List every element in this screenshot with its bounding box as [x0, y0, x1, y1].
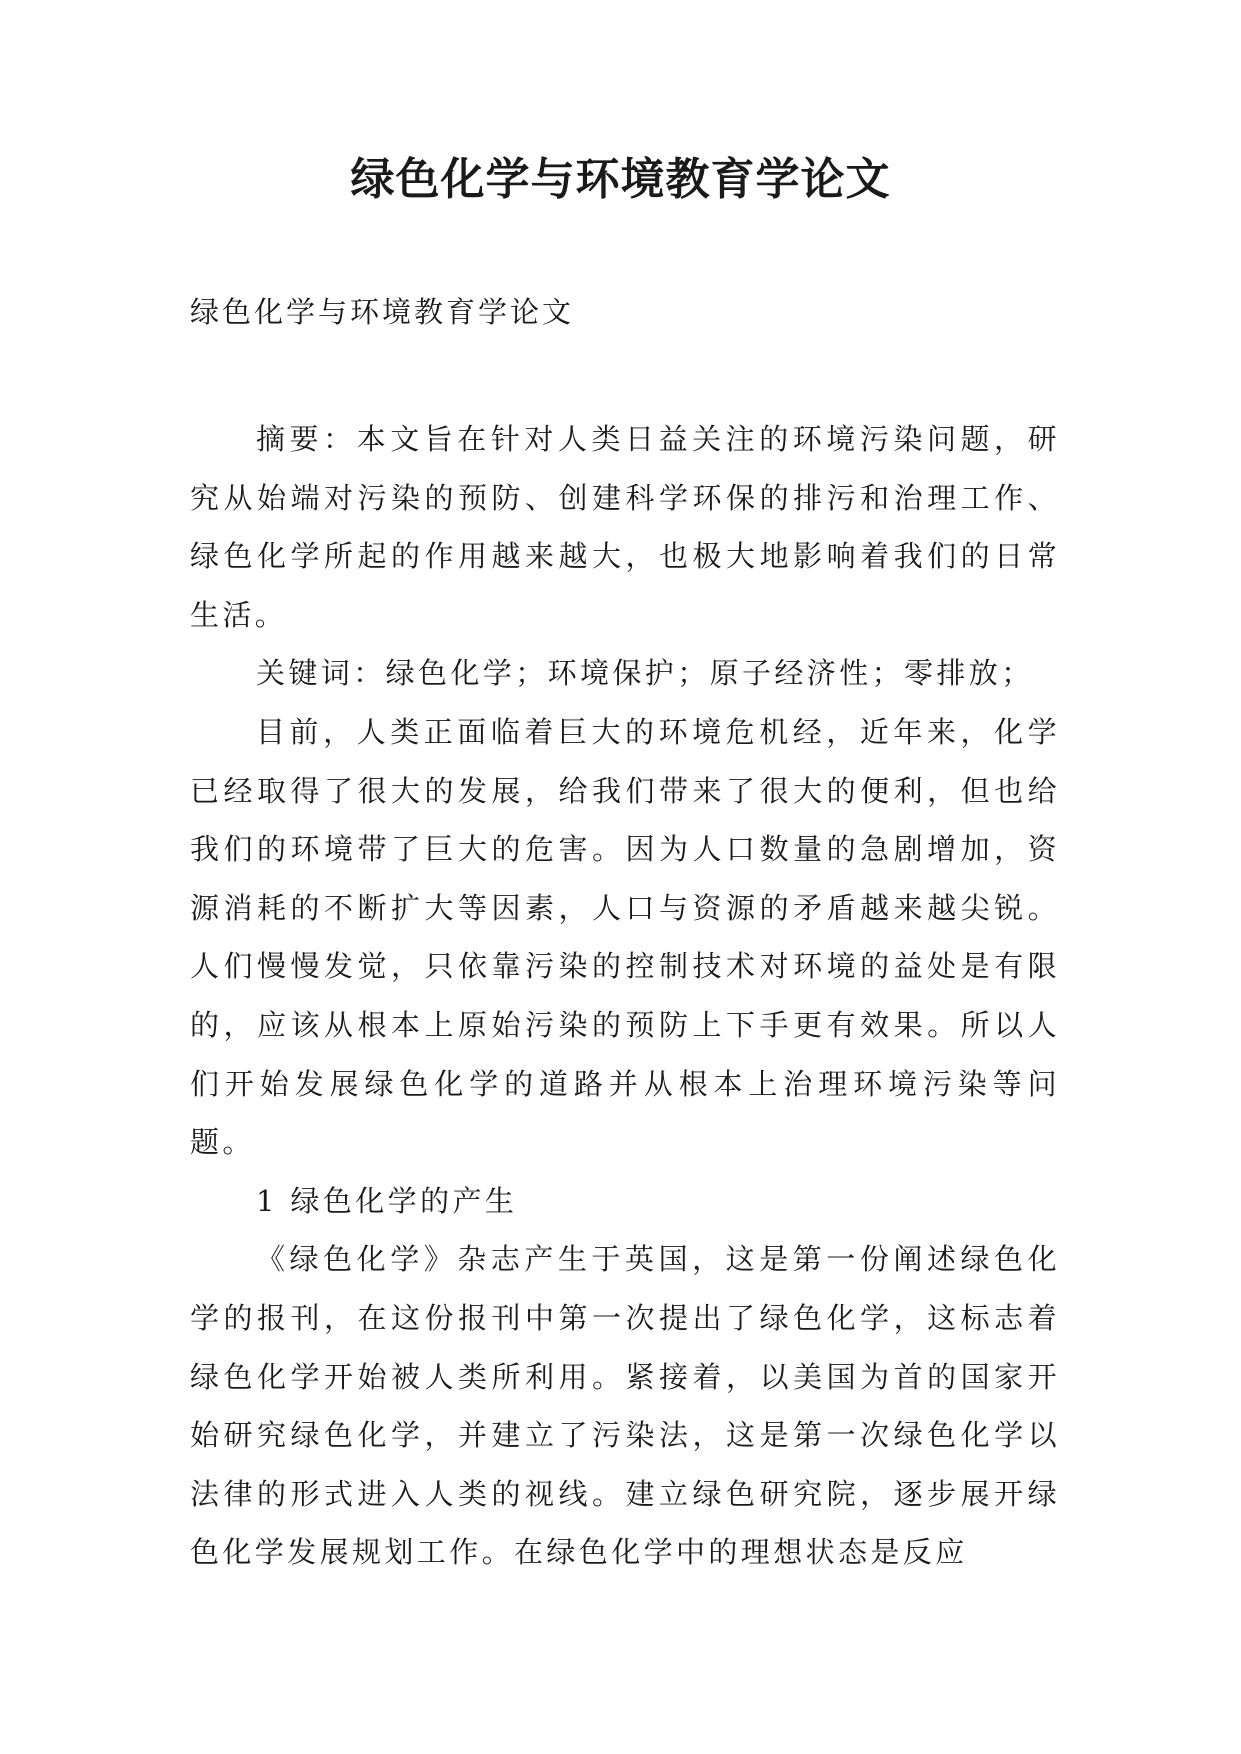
document-subtitle: 绿色化学与环境教育学论文: [190, 295, 575, 329]
intro-paragraph: 目前，人类正面临着巨大的环境危机经，近年来，化学已经取得了很大的发展，给我们带来了很大的便利，但也给我们的环境带了巨大的危害。因为人口数量的急剧增加，资源消耗的不断扩大等因素，人口与资源的矛盾越来越尖锐。人们慢慢发觉，只依靠污染的控制技术对环境的益处是有限的，应该从根本上原始污染的预防上下手更有效果。所以人们开始发展绿色化学的道路并从根本上治理环境污染等问题。: [190, 714, 1060, 1160]
section-1-paragraph: 《绿色化学》杂志产生于英国，这是第一份阐述绿色化学的报刊，在这份报刊中第一次提出了绿色化学，这标志着绿色化学开始被人类所利用。紧接着，以美国为首的国家开始研究绿色化学，并建立了污染法，这是第一次绿色化学以法律的形式进入人类的视线。建立绿色研究院，逐步展开绿色化学发展规划工作。在绿色化学中的理想状态是反应: [190, 1242, 1060, 1570]
document-body: [190, 410, 1060, 1582]
section-1-heading: 1 绿色化学的产生: [256, 1183, 518, 1218]
abstract-paragraph: 摘要：本文旨在针对人类日益关注的环境污染问题，研究从始端对污染的预防、创建科学环保的排污和治理工作、绿色化学所起的作用越来越大，也极大地影响着我们的日常生活。: [190, 422, 1060, 632]
keywords-paragraph: 关键词：绿色化学；环境保护；原子经济性；零排放；: [256, 656, 1034, 691]
document-title: 绿色化学与环境教育学论文: [350, 154, 891, 205]
